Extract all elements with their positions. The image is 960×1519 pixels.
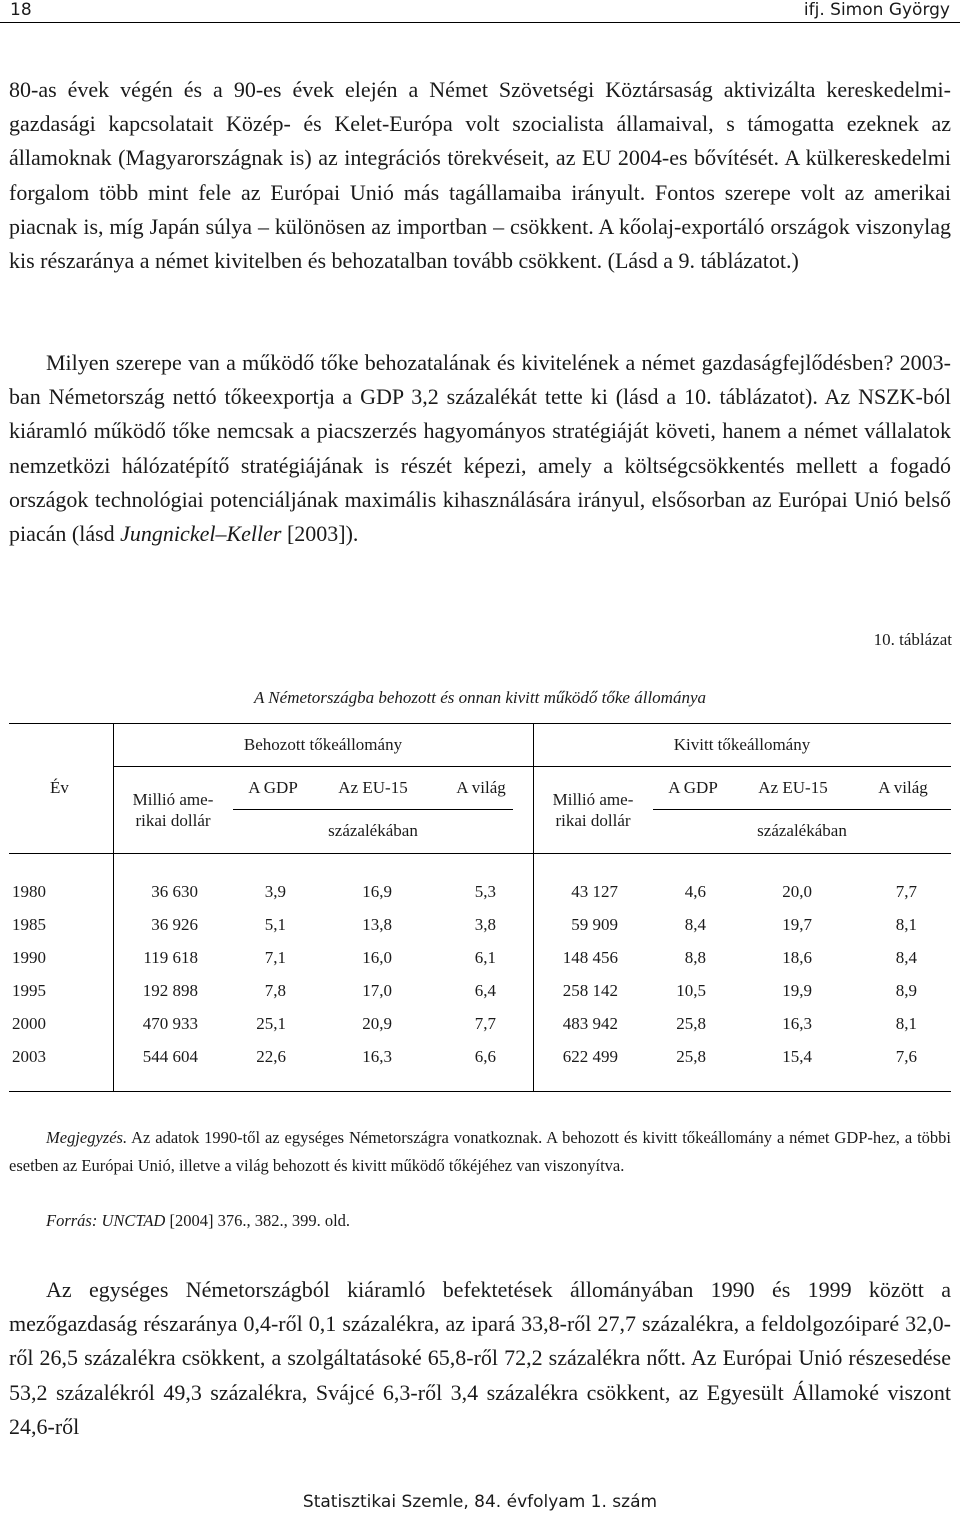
cell-out-musd: 59 909 bbox=[571, 915, 618, 934]
header-rule bbox=[0, 22, 960, 23]
note-label: Megjegyzés. bbox=[46, 1128, 128, 1147]
journal-footer: Statisztikai Szemle, 84. évfolyam 1. szám bbox=[302, 1492, 658, 1512]
cell-out-eu: 15,4 bbox=[782, 1047, 812, 1066]
table-source bbox=[9, 1207, 951, 1235]
column-in-world-header: A világ bbox=[456, 778, 506, 797]
cell-in-gdp: 7,8 bbox=[264, 981, 286, 1000]
column-in-gdp-header: A GDP bbox=[248, 778, 298, 797]
table-header-rule bbox=[9, 853, 951, 854]
cell-in-gdp: 3,9 bbox=[264, 882, 286, 901]
cell-out-gdp: 25,8 bbox=[676, 1014, 706, 1033]
running-head-author: ifj. Simon György bbox=[803, 0, 950, 20]
cell-out-world: 8,9 bbox=[895, 981, 917, 1000]
cell-year: 1990 bbox=[12, 948, 46, 967]
cell-in-eu: 17,0 bbox=[362, 981, 392, 1000]
cell-out-gdp: 8,4 bbox=[684, 915, 706, 934]
cell-in-world: 6,4 bbox=[474, 981, 496, 1000]
paragraph-2-text: Milyen szerepe van a működő tőke behozatalának és kivitelének a német gazdaságfejlődésben? 2003-ban Németország nettó tőkeexportja a GDP 3,2 százalékát tette ki (lásd a 10. táblázatot). Az NSZK-ból kiáramló működő tőke nemcsak a piacszerzés hagyományos stratégiáját követi, hanem a német vállalatok nemzetközi hálózatépítő stratégiájának is részét képezi, amely a költségcsökkentés mellett a fogadó országok technológiai potenciáljának maximális kihasználására irányul, elsősorban az Európai Unió belső piacán (lásd bbox=[9, 350, 951, 547]
cell-out-musd: 258 142 bbox=[562, 981, 618, 1000]
cell-out-eu: 19,7 bbox=[782, 915, 812, 934]
table-sub-rule-in bbox=[233, 809, 513, 810]
table-title: A Németországba behozott és onnan kivitt működő tőke állománya bbox=[253, 688, 706, 707]
cell-year: 1985 bbox=[12, 915, 46, 934]
table-number: 10. táblázat bbox=[873, 630, 952, 649]
cell-in-world: 5,3 bbox=[474, 882, 496, 901]
cell-in-gdp: 5,1 bbox=[264, 915, 286, 934]
cell-in-gdp: 25,1 bbox=[256, 1014, 286, 1033]
column-out-pct-unit: százalékában bbox=[757, 821, 847, 840]
column-in-eu-header: Az EU-15 bbox=[338, 778, 408, 797]
cell-in-world: 7,7 bbox=[474, 1014, 496, 1033]
source-label: Forrás: bbox=[46, 1211, 98, 1230]
cell-in-gdp: 7,1 bbox=[264, 948, 286, 967]
cell-in-musd: 36 926 bbox=[151, 915, 198, 934]
cell-in-eu: 16,9 bbox=[362, 882, 392, 901]
table-vrule-year bbox=[113, 723, 114, 1091]
source-org: UNCTAD bbox=[97, 1211, 166, 1230]
citation-authors: Jungnickel–Keller bbox=[120, 521, 282, 547]
cell-in-musd: 470 933 bbox=[142, 1014, 198, 1033]
cell-out-eu: 19,9 bbox=[782, 981, 812, 1000]
column-out-world-header: A világ bbox=[878, 778, 928, 797]
cell-out-world: 7,7 bbox=[895, 882, 917, 901]
cell-in-musd: 192 898 bbox=[142, 981, 198, 1000]
column-in-pct-unit: százalékában bbox=[328, 821, 418, 840]
cell-in-world: 6,1 bbox=[474, 948, 496, 967]
cell-in-eu: 13,8 bbox=[362, 915, 392, 934]
cell-year: 2000 bbox=[12, 1014, 46, 1033]
source-text: [2004] 376., 382., 399. old. bbox=[165, 1211, 351, 1230]
table-note bbox=[9, 1124, 951, 1179]
cell-out-world: 7,6 bbox=[895, 1047, 917, 1066]
citation-year: [2003]). bbox=[281, 521, 359, 547]
cell-out-eu: 18,6 bbox=[782, 948, 812, 967]
table-top-rule bbox=[9, 723, 951, 724]
cell-year: 1980 bbox=[12, 882, 46, 901]
cell-in-musd: 544 604 bbox=[142, 1047, 198, 1066]
cell-in-musd: 36 630 bbox=[151, 882, 198, 901]
cell-out-eu: 20,0 bbox=[782, 882, 812, 901]
cell-in-eu: 16,3 bbox=[362, 1047, 392, 1066]
cell-out-eu: 16,3 bbox=[782, 1014, 812, 1033]
table-vrule-groups bbox=[533, 723, 534, 1091]
cell-out-musd: 148 456 bbox=[562, 948, 618, 967]
column-out-musd-header: Millió ame- rikai dollár bbox=[552, 790, 634, 830]
cell-in-musd: 119 618 bbox=[143, 948, 198, 967]
table-sub-rule-out bbox=[653, 809, 951, 810]
cell-in-eu: 16,0 bbox=[362, 948, 392, 967]
page-number: 18 bbox=[10, 0, 32, 20]
cell-out-world: 8,1 bbox=[895, 915, 917, 934]
body-paragraph-1: 80-as évek végén és a 90-es évek elején a Német Szövetségi Köztársaság aktivizálta kereskedelmi-gazdasági kapcsolatait Közép- és Kelet-Európa volt szocialista államaival, s támogatta ezeknek az államoknak (Magyarországnak is) az integrációs törekvéseit, az EU 2004-es bővítését. A külkereskedelmi forgalom több mint fele az Európai Unió más tagállamaiba irányult. Fontos szerepe volt az amerikai piacnak is, míg Japán súlya – különösen az importban – csökkent. A kőolaj-exportáló országok viszonylag kis részaránya a német kivitelben és behozatalban tovább csökkent. (Lásd a 9. táblázatot.) bbox=[9, 77, 951, 274]
cell-in-eu: 20,9 bbox=[362, 1014, 392, 1033]
cell-year: 2003 bbox=[12, 1047, 46, 1066]
cell-out-musd: 622 499 bbox=[562, 1047, 618, 1066]
table-bottom-rule bbox=[9, 1091, 951, 1092]
cell-year: 1995 bbox=[12, 981, 46, 1000]
running-header bbox=[0, 0, 960, 22]
cell-out-gdp: 10,5 bbox=[676, 981, 706, 1000]
cell-out-gdp: 25,8 bbox=[676, 1047, 706, 1066]
note-text: Az adatok 1990-től az egységes Németországra vonatkoznak. A behozott és kivitt tőkeállomány a német GDP-hez, a többi esetben az Európai Unió, illetve a világ behozott és kivitt működő tőkéjéhez van viszonyítva. bbox=[9, 1128, 951, 1175]
column-out-eu-header: Az EU-15 bbox=[758, 778, 828, 797]
cell-out-gdp: 8,8 bbox=[684, 948, 706, 967]
cell-out-world: 8,1 bbox=[895, 1014, 917, 1033]
cell-in-world: 3,8 bbox=[474, 915, 496, 934]
column-out-gdp-header: A GDP bbox=[668, 778, 718, 797]
body-paragraph-2 bbox=[9, 346, 951, 551]
column-year-header: Év bbox=[50, 778, 69, 797]
cell-out-gdp: 4,6 bbox=[684, 882, 706, 901]
body-paragraph-3: Az egységes Németországból kiáramló befektetések állományában 1990 és 1999 között a mezőgazdaság részaránya 0,4-ről 0,1 százalékra, az ipará 33,8-ről 27,7 százalékra, a feldolgozóiparé 32,0-ről 26,5 százalékra csökkent, a szolgáltatásoké 65,8-ről 72,2 százalékra nőtt. Az Európai Unió részesedése 53,2 százalékról 49,3 százalékra, Svájcé 6,3-ről 3,4 százalékra csökkent, az Egyesült Államoké viszont 24,6-ről bbox=[9, 1277, 951, 1439]
cell-out-musd: 483 942 bbox=[562, 1014, 618, 1033]
cell-out-world: 8,4 bbox=[895, 948, 917, 967]
group-header-outward: Kivitt tőkeállomány bbox=[673, 735, 811, 754]
column-in-musd-header: Millió ame- rikai dollár bbox=[132, 790, 214, 830]
cell-in-world: 6,6 bbox=[474, 1047, 496, 1066]
cell-out-musd: 43 127 bbox=[571, 882, 618, 901]
table-group-rule bbox=[113, 766, 951, 767]
cell-in-gdp: 22,6 bbox=[256, 1047, 286, 1066]
group-header-inward: Behozott tőkeállomány bbox=[243, 735, 403, 754]
